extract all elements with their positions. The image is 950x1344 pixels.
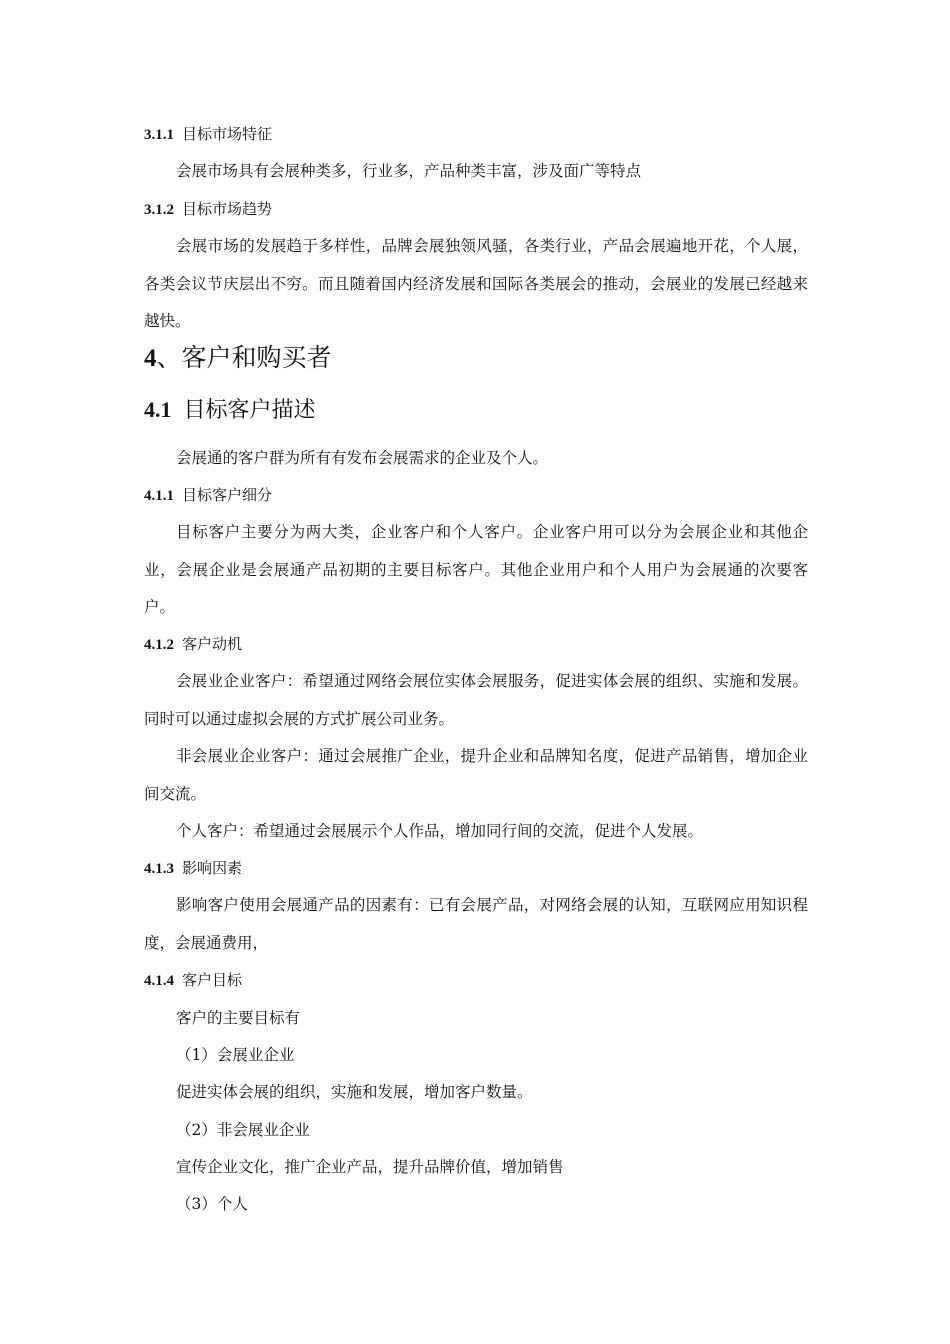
heading-4-1-4 — [144, 969, 242, 992]
heading-4-1-1 — [144, 484, 272, 507]
heading-number: 4.1.4 — [144, 973, 174, 989]
heading-number: 3.1.1 — [144, 127, 174, 143]
heading-number: 3.1.2 — [144, 202, 174, 218]
heading-title: 目标市场趋势 — [182, 200, 273, 218]
heading-title: 、客户和购买者 — [156, 343, 332, 372]
paragraph-non-exhibition-enterprise-motive: 非会展业企业客户：通过会展推广企业，提升企业和品牌知名度，促进产品销售，增加企业间交流。 — [144, 747, 808, 803]
goal-item-1-label: （1）会展业企业 — [176, 1046, 295, 1064]
paragraph-customer-segments: 目标客户主要分为两大类，企业客户和个人客户。企业客户用可以分为会展企业和其他企业，会展企业是会展通产品初期的主要目标客户。其他企业用户和个人用户为会展通的次要客户。 — [144, 523, 808, 616]
heading-4 — [144, 341, 332, 376]
goal-item-1-text: 促进实体会展的组织，实施和发展，增加客户数量。 — [176, 1083, 533, 1101]
goals-intro-line: 客户的主要目标有 — [176, 1009, 301, 1027]
heading-title: 目标客户描述 — [183, 398, 316, 423]
heading-title: 客户目标 — [182, 971, 243, 989]
heading-4-1 — [144, 395, 316, 426]
paragraph-influence-factors: 影响客户使用会展通产品的因素有：已有会展产品，对网络会展的认知，互联网应用知识程度，会展通费用， — [144, 896, 808, 952]
heading-number: 4.1 — [144, 397, 172, 422]
heading-3-1-2 — [144, 198, 272, 221]
heading-title: 目标市场特征 — [182, 125, 273, 143]
heading-title: 客户动机 — [182, 635, 243, 653]
paragraph-market-trends: 会展市场的发展趋于多样性，品牌会展独领风骚，各类行业，产品会展遍地开花，个人展，各类会议节庆层出不穷。而且随着国内经济发展和国际各类展会的推动，会展业的发展已经越来越快。 — [144, 237, 808, 330]
goal-item-2-label: （2）非会展业企业 — [176, 1121, 310, 1139]
goal-item-2-text: 宣传企业文化，推广企业产品，提升品牌价值，增加销售 — [176, 1158, 564, 1176]
paragraph-exhibition-enterprise-motive: 会展业企业客户：希望通过网络会展位实体会展服务，促进实体会展的组织、实施和发展。同时可以通过虚拟会展的方式扩展公司业务。 — [144, 672, 808, 728]
goal-item-3-label: （3）个人 — [176, 1195, 248, 1213]
heading-4-1-2 — [144, 633, 242, 656]
paragraph-personal-motive: 个人客户：希望通过会展展示个人作品，增加同行间的交流，促进个人发展。 — [176, 822, 704, 840]
paragraph-customer-description: 会展通的客户群为所有有发布会展需求的企业及个人。 — [176, 449, 549, 467]
heading-number: 4.1.3 — [144, 861, 174, 877]
heading-title: 影响因素 — [182, 859, 243, 877]
heading-number: 4.1.1 — [144, 488, 174, 504]
paragraph-market-features: 会展市场具有会展种类多，行业多，产品种类丰富，涉及面广等特点 — [176, 162, 642, 180]
heading-number: 4 — [144, 345, 157, 372]
heading-title: 目标客户细分 — [182, 486, 273, 504]
heading-4-1-3 — [144, 857, 242, 880]
heading-number: 4.1.2 — [144, 637, 174, 653]
heading-3-1-1 — [144, 123, 272, 146]
